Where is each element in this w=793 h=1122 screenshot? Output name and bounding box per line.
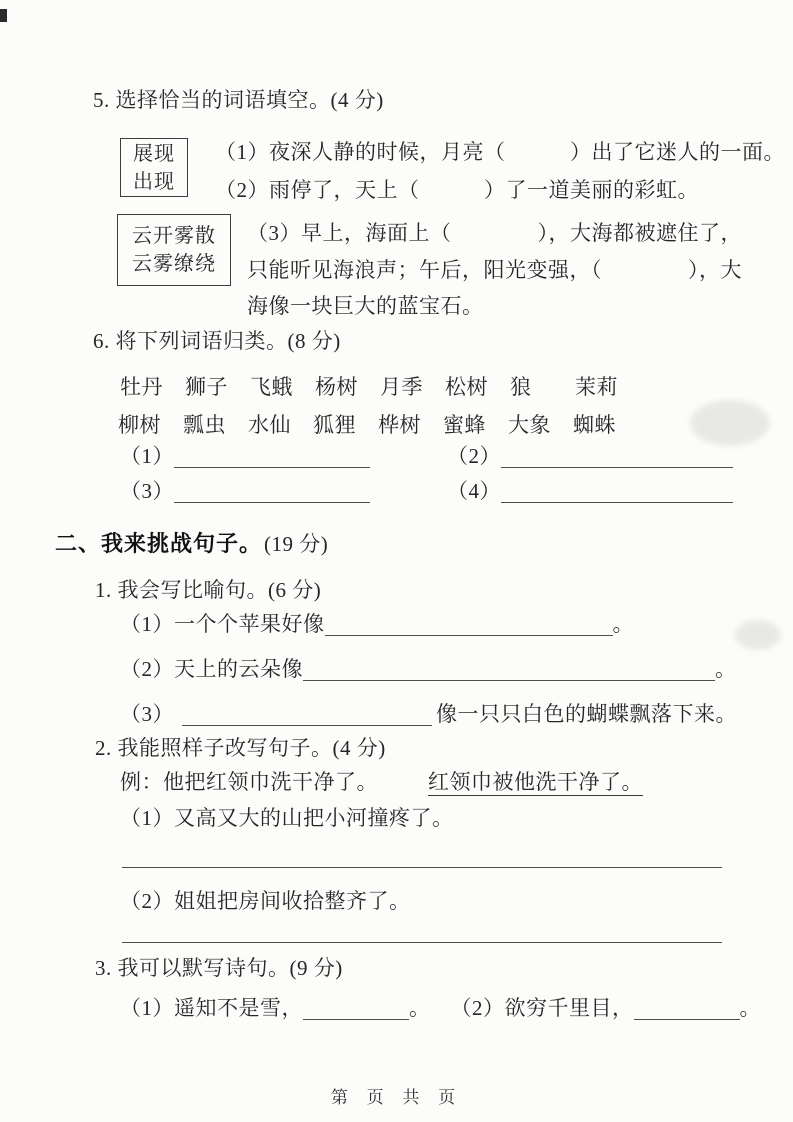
scan-artifact [690,400,770,446]
q6-words-row-2 [118,410,638,440]
s2-q3-items [120,993,761,1023]
q5-heading: 5. 选择恰当的词语填空。(4 分) [93,88,384,112]
q6-words-row-1 [120,372,640,402]
word-item: 狐狸 [313,413,356,437]
word-item: 蜘蛛 [573,413,616,437]
q5-word-bank-2 [117,214,231,286]
answer-blank [501,478,733,503]
word-bank-word: 出现 [133,170,175,193]
q6-heading: 6. 将下列词语归类。(8 分) [93,329,341,353]
s2-q1-heading: 1. 我会写比喻句。(6 分) [95,578,322,602]
section-2-title: 二、我来挑战句子。 [55,531,263,556]
word-item: 蜜蜂 [443,413,486,437]
blank-label: （3） [120,479,174,503]
word-bank-word: 展现 [133,142,175,165]
example-answer-underlined: 红领巾被他洗干净了。 [428,770,643,794]
word-item: 月季 [380,375,423,399]
s2-q1-item-2 [120,654,737,684]
section-2-score: (19 分) [264,532,329,556]
sentence-text: （3） [120,702,174,726]
s2-q3-heading: 3. 我可以默写诗句。(9 分) [95,956,343,980]
page-footer: 第 页 共 页 [330,1088,463,1107]
word-item: 飞蛾 [250,375,293,399]
q6-blank-4 [447,476,733,506]
word-item: 狼 [510,375,532,399]
poem-line-2: （2）欲穷千里目， [450,996,634,1020]
s2-q1-item-3 [120,699,737,729]
sentence-text: （2）天上的云朵像 [120,657,303,681]
blank-label: （4） [447,479,501,503]
s2-q2-heading: 2. 我能照样子改写句子。(4 分) [95,736,386,760]
word-item: 狮子 [185,375,228,399]
answer-blank [303,995,409,1020]
sentence-text: 像一只只白色的蝴蝶飘落下来。 [436,702,737,726]
answer-blank [303,656,715,681]
word-item: 松树 [445,375,488,399]
word-item: 柳树 [118,413,161,437]
scan-artifact [0,9,7,22]
answer-line [122,867,722,868]
word-bank-word: 云雾缭绕 [132,253,216,275]
answer-blank [634,995,740,1020]
answer-blank [325,611,613,636]
s2-q2-item-2: （2）姐姐把房间收拾整齐了。 [120,889,411,913]
q6-blank-1 [120,441,370,471]
sentence-text: 。 [409,996,431,1020]
q6-blank-2 [447,441,733,471]
s2-q2-item-1: （1）又高又大的山把小河撞疼了。 [120,806,454,830]
section-2-heading [55,529,328,559]
poem-line-1: （1）遥知不是雪， [120,996,303,1020]
sentence-text: 。 [612,612,634,636]
s2-q2-example [120,767,643,797]
scan-artifact [735,620,781,650]
blank-label: （2） [447,444,501,468]
q5-item-3-line-1: （3）早上，海面上（ ），大海都被遮住了， [247,221,742,245]
answer-blank [501,443,733,468]
answer-blank [174,443,370,468]
word-item: 牡丹 [120,375,163,399]
word-item: 茉莉 [575,375,618,399]
q6-blank-3 [120,476,370,506]
word-bank-word: 云开雾散 [132,225,216,247]
sentence-text: 。 [739,996,761,1020]
word-item: 桦树 [378,413,421,437]
blank-label: （1） [120,444,174,468]
answer-blank [182,701,432,726]
answer-blank [174,478,370,503]
s2-q1-item-1 [120,609,634,639]
word-item: 瓢虫 [183,413,226,437]
q5-item-2: （2）雨停了，天上（ ）了一道美丽的彩虹。 [215,178,699,202]
q5-word-bank-1 [120,138,188,197]
word-item: 大象 [508,413,551,437]
example-sentence: 例：他把红领巾洗干净了。 [120,770,378,794]
word-item: 水仙 [248,413,291,437]
q5-item-1: （1）夜深人静的时候，月亮（ ）出了它迷人的一面。 [215,140,785,164]
sentence-text: （1）一个个苹果好像 [120,612,325,636]
sentence-text: 。 [715,657,737,681]
word-item: 杨树 [315,375,358,399]
q5-item-3-line-2: 只能听见海浪声；午后，阳光变强，（ ），大 [247,258,742,282]
q5-item-3-line-3: 海像一块巨大的蓝宝石。 [247,294,484,318]
answer-line [122,942,722,943]
